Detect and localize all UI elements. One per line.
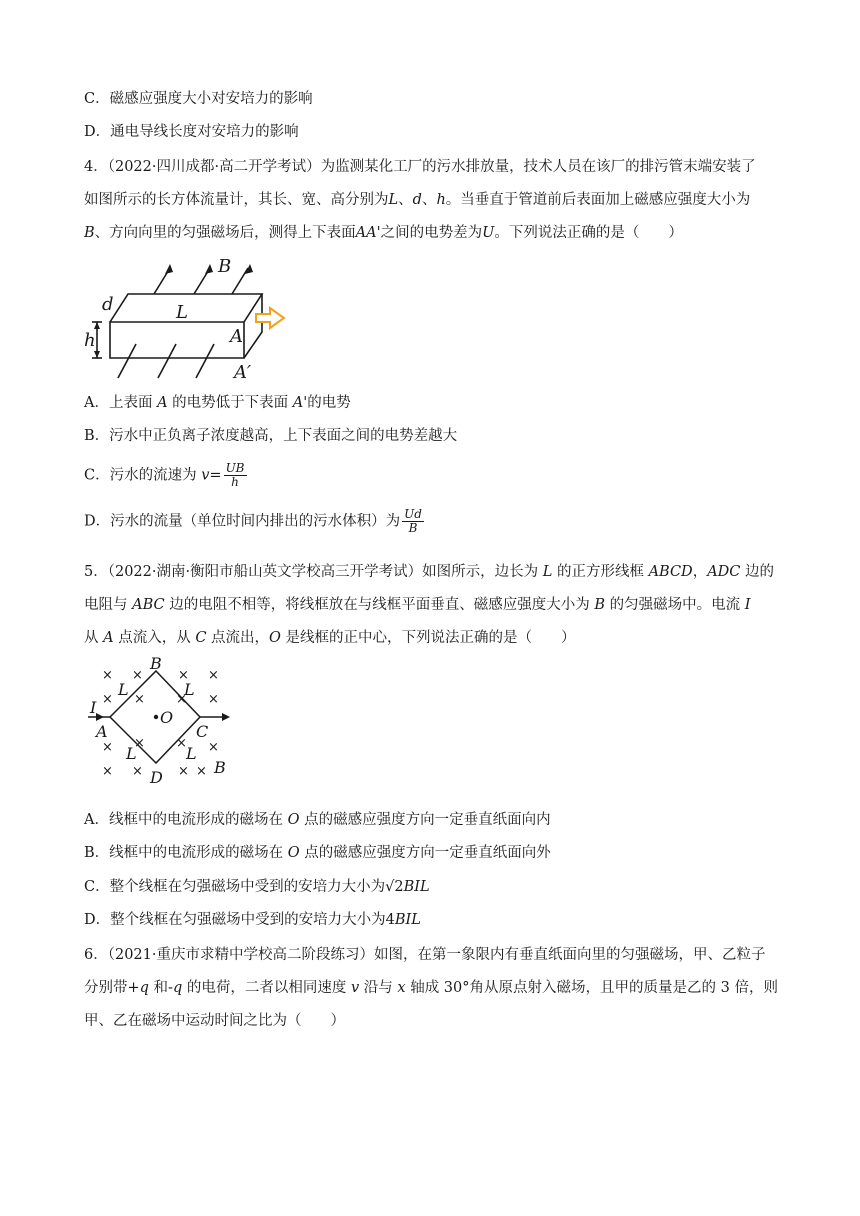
svg-text:×: × bbox=[178, 668, 189, 683]
fig-label-C: C bbox=[196, 722, 209, 741]
current-out-arrow-icon bbox=[222, 713, 230, 721]
fig-label-A: A bbox=[230, 326, 243, 347]
fig-label-B-vertex: B bbox=[150, 655, 162, 673]
svg-text:×: × bbox=[178, 764, 189, 779]
field-line-1 bbox=[118, 344, 136, 378]
fig-label-I: I bbox=[90, 698, 97, 717]
fig-label-L-3: L bbox=[126, 744, 137, 763]
q4-stem-line3: B、方向向里的匀强磁场后，测得上下表面AA'之间的电势差为U。下列说法正确的是（ ） bbox=[84, 225, 683, 241]
svg-text:×: × bbox=[196, 764, 207, 779]
q4-flowmeter-figure bbox=[84, 250, 294, 385]
svg-text:×: × bbox=[208, 668, 219, 683]
field-line-2 bbox=[158, 344, 176, 378]
q4-option-a: A．上表面 A 的电势低于下表面 A'的电势 bbox=[84, 395, 351, 411]
q5-option-d: D．整个线框在匀强磁场中受到的安培力大小为4BIL bbox=[84, 912, 421, 928]
fig-label-L-1: L bbox=[118, 680, 129, 699]
fig-label-D: D bbox=[150, 768, 163, 787]
q4-option-d: D．污水的流量（单位时间内排出的污水体积）为 $\frac{Ud}{B}$ bbox=[84, 507, 422, 535]
fig-label-h: h bbox=[84, 330, 96, 351]
q4-option-b: B．污水中正负离子浓度越高，上下表面之间的电势差越大 bbox=[84, 428, 458, 444]
fig-label-L-2: L bbox=[184, 680, 195, 699]
fig-label-L-4: L bbox=[186, 744, 197, 763]
fig-label-L: L bbox=[176, 302, 188, 323]
q4-stem-line1: 4．（2022·四川成都·高二开学考试）为监测某化工厂的污水排放量，技术人员在该厂的排污管末端安装了 bbox=[84, 159, 756, 175]
fig-label-B: B bbox=[218, 256, 232, 277]
flow-rate-fraction: $\frac{Ud}{B}$ bbox=[404, 507, 422, 535]
svg-text:×: × bbox=[102, 740, 113, 755]
svg-text:×: × bbox=[134, 692, 145, 707]
fig-label-A-prime: A′ bbox=[234, 362, 252, 383]
svg-text:×: × bbox=[132, 764, 143, 779]
q6-stem-line1: 6．（2021·重庆市求精中学校高二阶段练习）如图，在第一象限内有垂直纸面向里的匀强磁场，甲、乙粒子 bbox=[84, 947, 766, 963]
q5-option-c: C．整个线框在匀强磁场中受到的安培力大小为√2BIL bbox=[84, 879, 430, 895]
svg-text:×: × bbox=[176, 736, 187, 751]
svg-text:×: × bbox=[102, 668, 113, 683]
svg-text:×: × bbox=[208, 692, 219, 707]
svg-text:×: × bbox=[132, 668, 143, 683]
q6-stem-line2: 分别带+q 和-q 的电荷，二者以相同速度 v 沿与 x 轴成 30°角从原点射入磁场，且甲的质量是乙的 3 倍，则 bbox=[84, 980, 778, 996]
flow-speed-fraction: $\frac{UB}{h}$ bbox=[225, 461, 245, 489]
q3-option-d: D．通电导线长度对安培力的影响 bbox=[84, 124, 299, 140]
flow-arrow-icon bbox=[256, 308, 284, 328]
q6-stem-line3: 甲、乙在磁场中运动时间之比为（ ） bbox=[84, 1013, 345, 1029]
q5-option-b: B．线框中的电流形成的磁场在 O 点的磁感应强度方向一定垂直纸面向外 bbox=[84, 845, 551, 861]
field-line-3 bbox=[196, 344, 214, 378]
q4-stem-line2: 如图所示的长方体流量计，其长、宽、高分别为L、d、h。当垂直于管道前后表面加上磁感应强度大小为 bbox=[84, 192, 751, 208]
svg-text:×: × bbox=[102, 692, 113, 707]
svg-text:×: × bbox=[134, 736, 145, 751]
field-arrow-3 bbox=[232, 268, 248, 294]
q5-stem-line1: 5．（2022·湖南·衡阳市船山英文学校高三开学考试）如图所示，边长为 L 的正方形线框 ABCD，ADC 边的 bbox=[84, 564, 774, 580]
center-dot bbox=[154, 715, 158, 719]
svg-text:×: × bbox=[176, 692, 187, 707]
svg-text:×: × bbox=[102, 764, 113, 779]
fig-label-O: O bbox=[160, 708, 174, 727]
fig-label-A: A bbox=[96, 722, 108, 741]
q5-option-a: A．线框中的电流形成的磁场在 O 点的磁感应强度方向一定垂直纸面向内 bbox=[84, 812, 551, 828]
svg-text:×: × bbox=[208, 740, 219, 755]
fig-label-B-field: B bbox=[214, 758, 226, 777]
fig-label-d: d bbox=[102, 294, 114, 315]
q3-option-c: C．磁感应强度大小对安培力的影响 bbox=[84, 91, 313, 107]
current-in-arrow-icon bbox=[96, 713, 104, 721]
q5-square-frame-figure bbox=[84, 655, 244, 795]
q5-stem-line2: 电阻与 ABC 边的电阻不相等，将线框放在与线框平面垂直、磁感应强度大小为 B 的匀强磁场中。电流 I bbox=[84, 597, 751, 613]
q5-stem-line3: 从 A 点流入，从 C 点流出，O 是线框的正中心，下列说法正确的是（ ） bbox=[84, 630, 576, 646]
q4-option-c: C．污水的流速为 v= $\frac{UB}{h}$ bbox=[84, 461, 245, 489]
